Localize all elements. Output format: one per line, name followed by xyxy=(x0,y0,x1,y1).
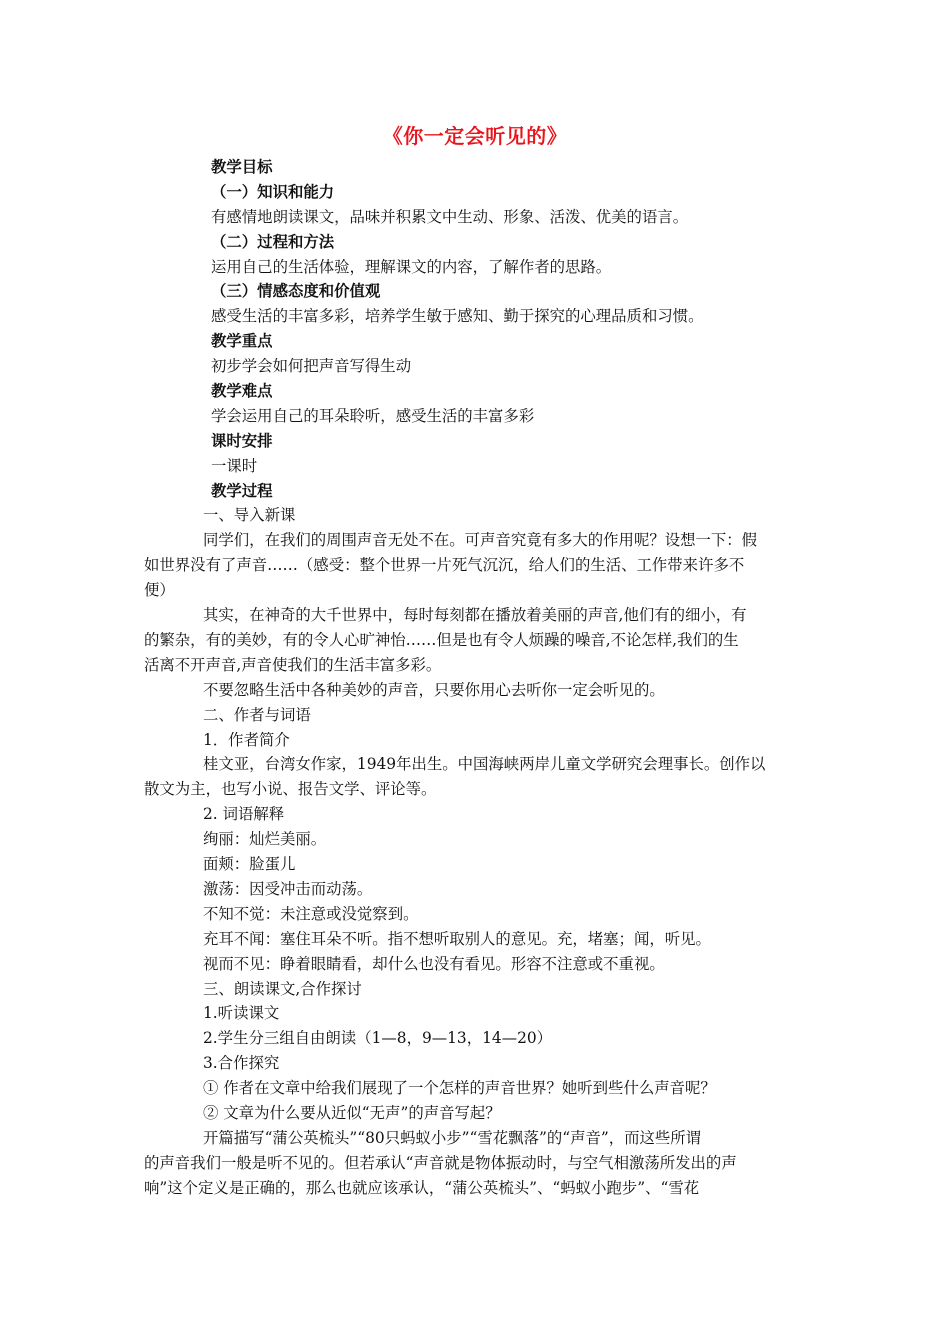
paragraph-line: 的繁杂，有的美妙，有的令人心旷神怡……但是也有令人烦躁的噪音,不论怎样,我们的生 xyxy=(144,630,739,649)
text-line: 一课时 xyxy=(211,456,258,475)
text-line: 激荡：因受冲击而动荡。 xyxy=(203,879,373,898)
text-line: ② 文章为什么要从近似“无声”的声音写起？ xyxy=(203,1103,501,1122)
text-line: 视而不见：睁着眼睛看，却什么也没有看见。形容不注意或不重视。 xyxy=(203,954,665,973)
section-heading: 教学重点 xyxy=(211,332,273,351)
text-line: 一、导入新课 xyxy=(203,506,296,525)
text-line: 充耳不闻：塞住耳朵不听。指不想听取别人的意见。充，堵塞；闻，听见。 xyxy=(203,929,711,948)
paragraph-line: 桂文亚，台湾女作家，1949年出生。中国海峡两岸儿童文学研究会理事长。创作以 xyxy=(203,755,766,774)
text-line: 有感情地朗读课文，品味并积累文中生动、形象、活泼、优美的语言。 xyxy=(211,207,689,226)
paragraph-line: 响”这个定义是正确的，那么也就应该承认，“蒲公英梳头”、“蚂蚁小跑步”、“雪花 xyxy=(144,1178,700,1197)
section-heading: （二）过程和方法 xyxy=(211,232,335,251)
text-line: 三、朗读课文,合作探讨 xyxy=(203,979,362,998)
paragraph-sounds xyxy=(144,603,808,678)
paragraph-author xyxy=(144,752,808,802)
document-title: 《你一定会听见的》 xyxy=(382,124,568,148)
text-line: 1.听读课文 xyxy=(203,1004,280,1023)
section-heading: 教学目标 xyxy=(211,158,273,176)
section-heading: （一）知识和能力 xyxy=(211,182,335,201)
text-line: 初步学会如何把声音写得生动 xyxy=(211,357,412,376)
text-line: 二、作者与词语 xyxy=(203,705,311,724)
paragraph-analysis xyxy=(144,1126,808,1201)
text-line: 运用自己的生活体验，理解课文的内容，了解作者的思路。 xyxy=(211,257,612,276)
text-line: 学会运用自己的耳朵聆听，感受生活的丰富多彩 xyxy=(211,406,535,425)
text-line: 2.学生分三组自由朗读（1—8，9—13，14—20） xyxy=(203,1029,553,1048)
paragraph-line: 的声音我们一般是听不见的。但若承认“声音就是物体振动时，与空气相激荡所发出的声 xyxy=(144,1153,737,1172)
text-line: 1．作者简介 xyxy=(203,730,290,749)
paragraph-line: 开篇描写“蒲公英梳头”“80只蚂蚁小步”“雪花飘落”的“声音”，而这些所谓 xyxy=(203,1128,702,1147)
text-line: 面颊：脸蛋儿 xyxy=(203,855,296,874)
text-line: ① 作者在文章中给我们展现了一个怎样的声音世界？她听到些什么声音呢？ xyxy=(203,1079,716,1098)
section-heading: 课时安排 xyxy=(211,431,273,450)
text-line: 绚丽：灿烂美丽。 xyxy=(203,830,327,849)
paragraph-line: 如世界没有了声音……（感受：整个世界一片死气沉沉，给人们的生活、工作带来许多不 xyxy=(144,556,745,575)
text-line: 不要忽略生活中各种美妙的声音，只要你用心去听你一定会听见的。 xyxy=(203,680,665,699)
paragraph-line: 其实，在神奇的大千世界中，每时每刻都在播放着美丽的声音,他们有的细小，有 xyxy=(203,606,747,625)
document-body xyxy=(144,155,808,1201)
text-line: 2. 词语解释 xyxy=(203,805,285,824)
paragraph-intro xyxy=(144,528,808,603)
section-heading: 教学难点 xyxy=(211,382,273,401)
section-heading: 教学过程 xyxy=(211,481,273,500)
paragraph-line: 散文为主，也写小说、报告文学、评论等。 xyxy=(144,780,437,799)
paragraph-line: 同学们，在我们的周围声音无处不在。可声音究竟有多大的作用呢？设想一下：假 xyxy=(203,531,758,550)
text-line: 感受生活的丰富多彩，培养学生敏于感知、勤于探究的心理品质和习惯。 xyxy=(211,307,704,326)
paragraph-line: 活离不开声音,声音使我们的生活丰富多彩。 xyxy=(144,655,442,674)
paragraph-line: 便） xyxy=(144,581,175,600)
text-line: 不知不觉：未注意或没觉察到。 xyxy=(203,904,419,923)
text-line: 3.合作探究 xyxy=(203,1054,280,1073)
section-heading: （三）情感态度和价值观 xyxy=(211,282,381,301)
